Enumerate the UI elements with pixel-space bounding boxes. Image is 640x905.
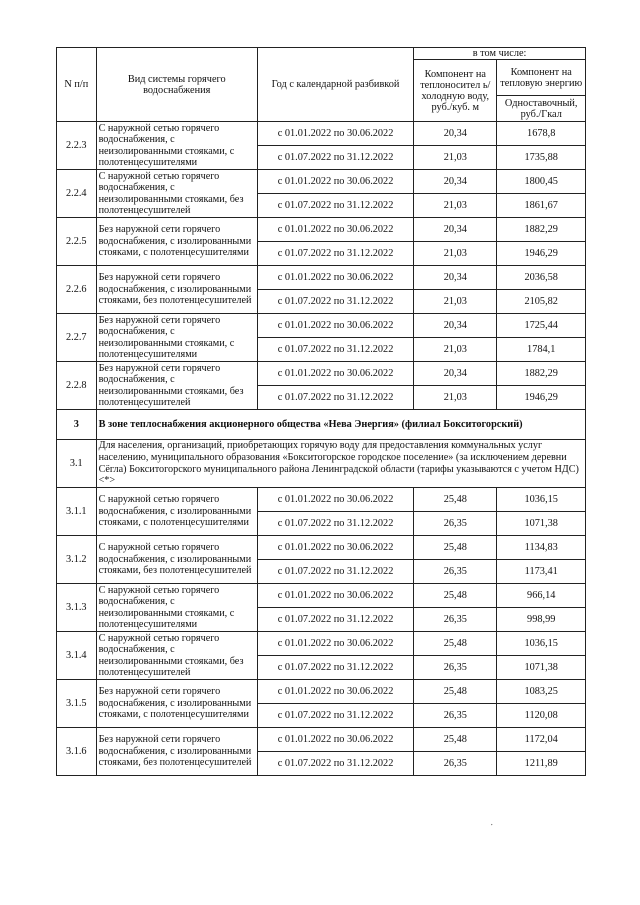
- table-row: [57, 266, 586, 290]
- row-carrier-value: 21,03: [414, 194, 497, 218]
- row-energy-value: 1036,15: [497, 488, 586, 512]
- row-carrier-value: 20,34: [414, 362, 497, 386]
- subsection-description: Для населения, организаций, приобретающих горячую воду для предоставления коммунальных услуг населению, муниципального образования «Бокситогорское городское поселение» (за исключением деревни Сёгла) Бокситогорского муниципального района Ленинградской области (тарифы указываются с учетом НДС) <*>: [96, 440, 585, 488]
- row-carrier-value: 25,48: [414, 536, 497, 560]
- row-system-type: Без наружной сети горячего водоснабжения, с изолированными стояками, без полотенцесушителей: [96, 728, 257, 776]
- table-row: [57, 728, 586, 752]
- row-period: с 01.01.2022 по 30.06.2022: [257, 266, 413, 290]
- row-period: с 01.07.2022 по 31.12.2022: [257, 608, 413, 632]
- header-carrier: Компонент на теплоносител ь/холодную воду, руб./куб. м: [414, 60, 497, 122]
- table-row: [57, 314, 586, 338]
- row-period: с 01.07.2022 по 31.12.2022: [257, 338, 413, 362]
- row-energy-value: 1036,15: [497, 632, 586, 656]
- row-period: с 01.07.2022 по 31.12.2022: [257, 194, 413, 218]
- row-period: с 01.01.2022 по 30.06.2022: [257, 536, 413, 560]
- row-period: с 01.07.2022 по 31.12.2022: [257, 656, 413, 680]
- row-energy-value: 1725,44: [497, 314, 586, 338]
- row-energy-value: 1120,08: [497, 704, 586, 728]
- row-carrier-value: 26,35: [414, 560, 497, 584]
- row-period: с 01.01.2022 по 30.06.2022: [257, 218, 413, 242]
- table-row: [57, 536, 586, 560]
- scan-mark: ⋅: [490, 820, 494, 831]
- row-system-type: С наружной сетью горячего водоснабжения, с неизолированными стояками, без полотенцесушителей: [96, 632, 257, 680]
- row-period: с 01.01.2022 по 30.06.2022: [257, 584, 413, 608]
- row-period: с 01.01.2022 по 30.06.2022: [257, 170, 413, 194]
- row-energy-value: 1882,29: [497, 362, 586, 386]
- row-system-type: Без наружной сети горячего водоснабжения, с изолированными стояками, с полотенцесушителями: [96, 218, 257, 266]
- row-period: с 01.01.2022 по 30.06.2022: [257, 314, 413, 338]
- row-number: 3.1.6: [57, 728, 97, 776]
- row-carrier-value: 21,03: [414, 146, 497, 170]
- row-system-type: Без наружной сети горячего водоснабжения, с изолированными стояками, без полотенцесушителей: [96, 266, 257, 314]
- header-energy: Компонент на тепловую энергию: [497, 60, 586, 96]
- row-energy-value: 1134,83: [497, 536, 586, 560]
- row-energy-value: 1172,04: [497, 728, 586, 752]
- header-num: N п/п: [57, 48, 97, 122]
- row-carrier-value: 21,03: [414, 290, 497, 314]
- row-carrier-value: 20,34: [414, 122, 497, 146]
- row-system-type: Без наружной сети горячего водоснабжения, с неизолированными стояками, без полотенцесушителей: [96, 362, 257, 410]
- row-number: 2.2.8: [57, 362, 97, 410]
- row-period: с 01.01.2022 по 30.06.2022: [257, 680, 413, 704]
- row-carrier-value: 26,35: [414, 656, 497, 680]
- row-system-type: С наружной сетью горячего водоснабжения, с неизолированными стояками, с полотенцесушителями: [96, 584, 257, 632]
- row-carrier-value: 21,03: [414, 338, 497, 362]
- row-carrier-value: 26,35: [414, 704, 497, 728]
- row-carrier-value: 25,48: [414, 584, 497, 608]
- header-period: Год с календарной разбивкой: [257, 48, 413, 122]
- row-system-type: С наружной сетью горячего водоснабжения, с неизолированными стояками, без полотенцесушителей: [96, 170, 257, 218]
- row-energy-value: 1083,25: [497, 680, 586, 704]
- row-number: 2.2.3: [57, 122, 97, 170]
- row-energy-value: 1784,1: [497, 338, 586, 362]
- row-period: с 01.07.2022 по 31.12.2022: [257, 290, 413, 314]
- tariff-table: [56, 47, 586, 776]
- row-energy-value: 1678,8: [497, 122, 586, 146]
- row-carrier-value: 26,35: [414, 752, 497, 776]
- row-period: с 01.07.2022 по 31.12.2022: [257, 146, 413, 170]
- row-system-type: Без наружной сети горячего водоснабжения, с неизолированными стояками, с полотенцесушителями: [96, 314, 257, 362]
- row-number: 3.1.3: [57, 584, 97, 632]
- row-period: с 01.01.2022 по 30.06.2022: [257, 122, 413, 146]
- section-row: [57, 410, 586, 440]
- table-row: [57, 488, 586, 512]
- row-carrier-value: 25,48: [414, 488, 497, 512]
- row-number: 3.1.5: [57, 680, 97, 728]
- table-row: [57, 122, 586, 146]
- header-system: Вид системы горячего водоснабжения: [96, 48, 257, 122]
- row-energy-value: 1173,41: [497, 560, 586, 584]
- row-carrier-value: 20,34: [414, 314, 497, 338]
- row-energy-value: 1211,89: [497, 752, 586, 776]
- row-period: с 01.07.2022 по 31.12.2022: [257, 242, 413, 266]
- row-number: 2.2.4: [57, 170, 97, 218]
- row-carrier-value: 25,48: [414, 728, 497, 752]
- row-period: с 01.01.2022 по 30.06.2022: [257, 488, 413, 512]
- row-period: с 01.07.2022 по 31.12.2022: [257, 560, 413, 584]
- row-energy-value: 1071,38: [497, 512, 586, 536]
- section-title: В зоне теплоснабжения акционерного общества «Нева Энергия» (филиал Бокситогорский): [96, 410, 585, 440]
- row-energy-value: 998,99: [497, 608, 586, 632]
- subsection-number: 3.1: [57, 440, 97, 488]
- row-period: с 01.01.2022 по 30.06.2022: [257, 728, 413, 752]
- row-energy-value: 1861,67: [497, 194, 586, 218]
- row-carrier-value: 20,34: [414, 170, 497, 194]
- row-number: 2.2.6: [57, 266, 97, 314]
- row-number: 3.1.1: [57, 488, 97, 536]
- row-period: с 01.07.2022 по 31.12.2022: [257, 386, 413, 410]
- row-system-type: С наружной сетью горячего водоснабжения, с изолированными стояками, без полотенцесушителей: [96, 536, 257, 584]
- tariff-document: [56, 47, 586, 776]
- header-including: в том числе:: [414, 48, 586, 60]
- row-period: с 01.01.2022 по 30.06.2022: [257, 362, 413, 386]
- section-number: 3: [57, 410, 97, 440]
- table-row: [57, 218, 586, 242]
- row-carrier-value: 26,35: [414, 608, 497, 632]
- row-carrier-value: 21,03: [414, 386, 497, 410]
- row-energy-value: 1882,29: [497, 218, 586, 242]
- row-system-type: Без наружной сети горячего водоснабжения, с изолированными стояками, с полотенцесушителями: [96, 680, 257, 728]
- row-period: с 01.01.2022 по 30.06.2022: [257, 632, 413, 656]
- row-period: с 01.07.2022 по 31.12.2022: [257, 704, 413, 728]
- row-energy-value: 1946,29: [497, 386, 586, 410]
- table-row: [57, 584, 586, 608]
- row-energy-value: 1071,38: [497, 656, 586, 680]
- table-row: [57, 680, 586, 704]
- row-energy-value: 2036,58: [497, 266, 586, 290]
- row-number: 2.2.5: [57, 218, 97, 266]
- table-row: [57, 362, 586, 386]
- row-period: с 01.07.2022 по 31.12.2022: [257, 512, 413, 536]
- row-carrier-value: 25,48: [414, 632, 497, 656]
- subsection-row: [57, 440, 586, 488]
- row-system-type: С наружной сетью горячего водоснабжения, с изолированными стояками, с полотенцесушителями: [96, 488, 257, 536]
- row-carrier-value: 21,03: [414, 242, 497, 266]
- row-carrier-value: 20,34: [414, 266, 497, 290]
- table-row: [57, 170, 586, 194]
- row-period: с 01.07.2022 по 31.12.2022: [257, 752, 413, 776]
- row-system-type: С наружной сетью горячего водоснабжения, с неизолированными стояками, с полотенцесушителями: [96, 122, 257, 170]
- row-number: 3.1.4: [57, 632, 97, 680]
- row-energy-value: 1735,88: [497, 146, 586, 170]
- row-number: 3.1.2: [57, 536, 97, 584]
- row-energy-value: 1946,29: [497, 242, 586, 266]
- row-number: 2.2.7: [57, 314, 97, 362]
- row-carrier-value: 20,34: [414, 218, 497, 242]
- row-energy-value: 2105,82: [497, 290, 586, 314]
- row-carrier-value: 25,48: [414, 680, 497, 704]
- row-energy-value: 966,14: [497, 584, 586, 608]
- header-energy-sub: Одноставочный, руб./Гкал: [497, 96, 586, 122]
- row-energy-value: 1800,45: [497, 170, 586, 194]
- row-carrier-value: 26,35: [414, 512, 497, 536]
- table-row: [57, 632, 586, 656]
